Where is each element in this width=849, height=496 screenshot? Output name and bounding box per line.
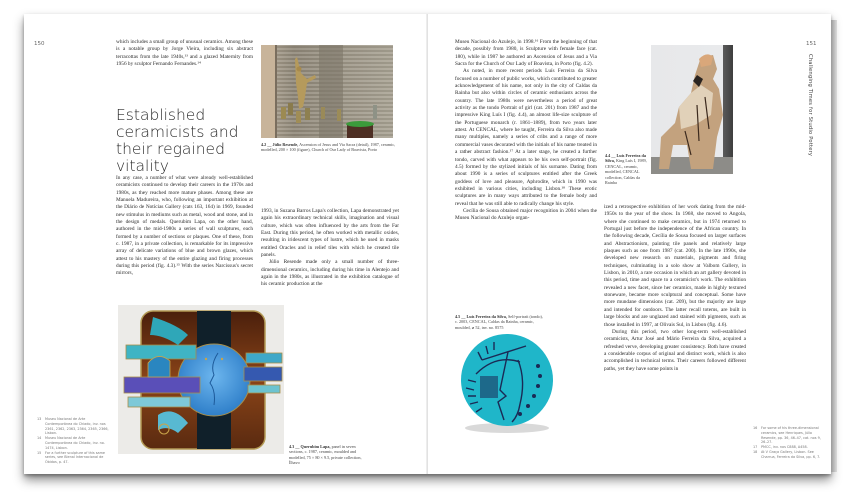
panel-bar-right xyxy=(244,367,282,381)
station-plaque xyxy=(288,103,293,115)
footnote-text: PMCC, inv. nos C888, A458. xyxy=(761,445,808,450)
footnote-number: 13 xyxy=(37,417,42,421)
wall-edge xyxy=(275,45,277,138)
caption-text: panel in seven sections, c. 1987, ceramic, moulded and modelled, 75 × 80 × 9.5, private collection, Ílhavo xyxy=(289,444,362,466)
caption-text: Ascension of Jesus and Via Sacra (detail), 1987, ceramic, modelled, 200 × 100 (figure), Church of Our Lady of Boavista, Porto xyxy=(261,142,396,153)
right-page xyxy=(428,14,831,474)
footnote-text: For some of his three-dimensional ceramics, see Henriques, Júlio Resende, pp. 36, 46–47, cat. nos 9, 26–27. xyxy=(761,426,821,445)
footnote xyxy=(753,426,827,445)
footnote-text: At V Graça Gallery, Lisbon. See Charrua, Ferreira da Silva, pp. 6, 7. xyxy=(761,449,821,459)
figure-4-2-image xyxy=(261,45,393,138)
tondo-dot xyxy=(538,374,542,378)
figure-4-3-caption xyxy=(289,444,369,466)
panel-bar-purple xyxy=(124,377,200,393)
tondo-disc xyxy=(461,334,553,426)
wall-pillar xyxy=(261,45,275,138)
figure-4-2-caption xyxy=(261,142,397,153)
footnote-number: 17 xyxy=(753,445,758,450)
left-page xyxy=(24,14,428,474)
tondo-illustration xyxy=(456,330,558,434)
footnote-number: 16 xyxy=(753,426,758,430)
face-eye xyxy=(205,358,207,360)
tondo-dot xyxy=(532,394,536,398)
tondo-hatch xyxy=(480,376,498,398)
footnote-text: For a further sculpture of this same series, see Bienal Internacional de Óbidos, p. 47. xyxy=(45,450,105,465)
left-footnotes xyxy=(37,417,111,465)
footnote-number: 18 xyxy=(753,449,758,454)
tondo-dot xyxy=(536,364,540,368)
panel-bar-light xyxy=(128,397,190,407)
right-footnotes xyxy=(753,426,827,460)
christ-head xyxy=(297,67,302,72)
right-col2-paragraph-1: ized a retrospective exhibition of her work dating from the mid-1950s to the year of the show. In 1968, she moved to Angola, where she continued to make ceramics, but in 1974 returned to Portugal just before the independence of the African country. In the following decade, Cecília de Sousa focused on larger surfaces and Abstractionism, painting tile panels and relatively large plaques such as one from 1987 (cat. 200). In the late 1990s, she developed new research on materials, pigments and firing techniques, culminating in a solo show at Valbom Gallery, in Lisbon, in 2010, a rare occasion in which an art gallery devoted in this period, time and space to a ceramicist's work. The exhibition revealed a new facet, since her ceramics, made in highly textured stoneware, became more sculptural and conceptual. Some have more mundane dimensions (cat. 209), but the majority are large and intended for outdoors. The latter recall totems, are built in large blocks and are unglazed and stained with pigments, such as those installed in 1997, at Olivais Sul, in Lisbon (fig. 4.6). xyxy=(604,204,746,328)
footnote xyxy=(37,417,111,436)
book-spread xyxy=(24,14,831,474)
christ-figure xyxy=(295,57,316,109)
left-column-2 xyxy=(261,208,399,289)
footnote-text: Museu Nacional de Arte Contemporânea do Chiado, inv. no. 1474, Lisbon. xyxy=(45,436,105,450)
figure-4-5-caption xyxy=(455,314,545,330)
station-plaque xyxy=(373,105,377,119)
altar-plants xyxy=(346,121,374,127)
caption-text: Self-portrait (tondo), c. 2003, CENCAL, Caldas da Rainha, ceramic, moulded, ⌀ 52, inv. no. 8575 xyxy=(455,314,543,330)
figure-4-3-image xyxy=(118,305,284,454)
footnote-number: 15 xyxy=(37,450,42,455)
page-number-right: 151 xyxy=(806,41,817,47)
footnote xyxy=(753,450,827,460)
station-plaque xyxy=(321,107,325,119)
caption-label: 4.2 __ Júlio Resende, xyxy=(261,142,299,147)
page-number-left: 150 xyxy=(34,41,45,47)
figure-4-4-caption xyxy=(605,153,649,185)
right-col2-paragraph-2: During this period, two other long-term well-established ceramicists, Artur José and Mário Ferreira da Silva, acquired a refreshed verve, developing greater consistency. Both have created a considerable corpus of original and distinct work, which is also accomplished in technical terms. Their careers followed different paths, yet they have some points in xyxy=(604,328,746,372)
panel-bar-right xyxy=(246,353,282,363)
station-plaque xyxy=(296,111,301,123)
page-edge xyxy=(831,20,837,472)
station-plaque xyxy=(305,108,310,120)
right-col1-paragraph-1: Museu Nacional do Azulejo, in 1998.¹⁶ From the beginning of that decade, possibly from 1980, is Sculpture with female face (cat. 180), while in 1987 he authored an Ascension of Jesus and a Via Sacra for the Church of Our Lady of Boavista, in Porto (fig. 4.2). xyxy=(455,39,597,68)
figure-4-4-image xyxy=(651,45,733,174)
caption-text: King Luís I, 1989, CENCAL, ceramic, modelled, CENCAL collection, Caldas da Rainha xyxy=(605,158,647,186)
ceramic-panel-illustration xyxy=(118,305,284,454)
right-col1-paragraph-2: As noted, in more recent periods Luís Ferreira da Silva focused on a number of public works, which contributed to greater acknowledgement of his name, not only in the city of Caldas da Rainha but also within circles of ceramic enthusiasts across the country. The late 1980s were nevertheless a period of great activity as the tondo Portrait of girl (cat. 201) from 1987 and the impressive King Luís I (fig. 4.4), an almost life-size sculpture of the Portuguese monarch (r. 1861–1889), from two years later attest. At CENCAL, where he taught, Ferreira da Silva also made many multiples, namely a series of cribs and a range of more commercial vases decorated with the initials of his name treated in a rather abstract fashion.¹⁷ At a later stage, he created a further tondo, carved with what appears to be his own self-portrait (fig. 4.5) formed by the stylized initials of his surname. Dating from about 1990 is a series of sculptures entitled after the Greek goddess of love and pleasure, Aphrodite, which in 1990 was exhibited in various cities, including Lisbon.¹⁸ These erotic sculptures are in many ways attributed to the female body and reveal that he was still able to radically change his style. xyxy=(455,68,597,207)
station-plaque xyxy=(337,109,341,121)
footnote xyxy=(37,451,111,465)
panel-bar-right xyxy=(248,385,280,393)
intro-paragraph-text: which includes a small group of unusual ceramics. Among these is a notable group by Jorge Vieira, including six abstract terracottas from the late 1940s,¹³ and a glazed Maternity from 1956 by sculptor Fernando Fernandes.¹⁴ xyxy=(116,39,253,68)
station-plaque xyxy=(281,107,286,119)
running-head: Challenging Times for Studio Pottery xyxy=(807,54,813,157)
footnote xyxy=(37,436,111,450)
chapel-wall-illustration xyxy=(261,45,393,138)
caption-label: 4.5 __ Luís Ferreira da Silva, xyxy=(455,314,507,319)
caption-label: 4.4 __ Luís Ferreira da Silva, xyxy=(605,153,646,164)
statue-illustration xyxy=(651,45,733,174)
right-col1-paragraph-3: Cecília de Sousa obtained major recognition in 2004 when the Museu Nacional do Azulejo organ- xyxy=(455,207,597,222)
left-column-1 xyxy=(116,175,253,278)
wall-shadow xyxy=(319,45,343,138)
intro-paragraph xyxy=(116,39,253,68)
footnote-text: Museu Nacional de Arte Contemporânea do Chiado, inv. nos 2361, 2362, 2363, 2364, 2365, 2366, Lisbon. xyxy=(45,417,109,436)
footnote-number: 14 xyxy=(37,436,42,441)
col2-paragraph-1: 1993, in Suzana Barros Lapa's collection, Lapa demonstrated yet again his extraordinary technical skills, imagination and visual culture, which was often influenced by the arts from the Far East. During this period, he often worked with metallic oxides, resulting in iridescent types of lustre, which he used in masks entitled Oracles and in relief tiles with which he created tile panels. xyxy=(261,208,399,259)
col1-paragraph: In any case, a number of what were already well-established ceramicists continued to develop their careers in the 1970s and 1980s, as they reached more mature phases. Among these are Manuela Madureira, who, following an important exhibition at the Diário de Notícias Gallery (cats 163, 164) in 1969, founded new stimulus in mediums such as metal, wood and stone, and in the design of medals. Querubim Lapa, on the other hand, authored in the mid-1980s a series of wall sculptures, each formed by a number of sections or plaques. One of these, from c. 1987, in a private collection, is remarkable for its impressive array of delicate variations of blue and brown glazes, which attest to his mastery of the entire glazing and firing processes during this period (fig. 4.3).¹⁵ With the series Narcissus's secret mirrors, xyxy=(116,175,253,277)
section-heading: Established ceramicists and their regained vitality xyxy=(116,106,239,175)
right-column-1 xyxy=(455,39,597,223)
tondo-dot xyxy=(536,384,540,388)
tondo-dot xyxy=(518,412,522,416)
panel-arch xyxy=(148,356,170,377)
tondo-dot xyxy=(526,404,530,408)
figure-4-5-image xyxy=(456,330,558,434)
face-eye xyxy=(221,358,223,360)
right-column-2 xyxy=(604,204,746,373)
caption-label: 4.3 __ Querubim Lapa, xyxy=(289,444,331,449)
col2-paragraph-2: Júlio Resende made only a small number of three-dimensional ceramics, including during his time in Alentejo and again in the 1980s, as illustrated in the exhibition catalogue of his ceramic production at the xyxy=(261,259,399,288)
